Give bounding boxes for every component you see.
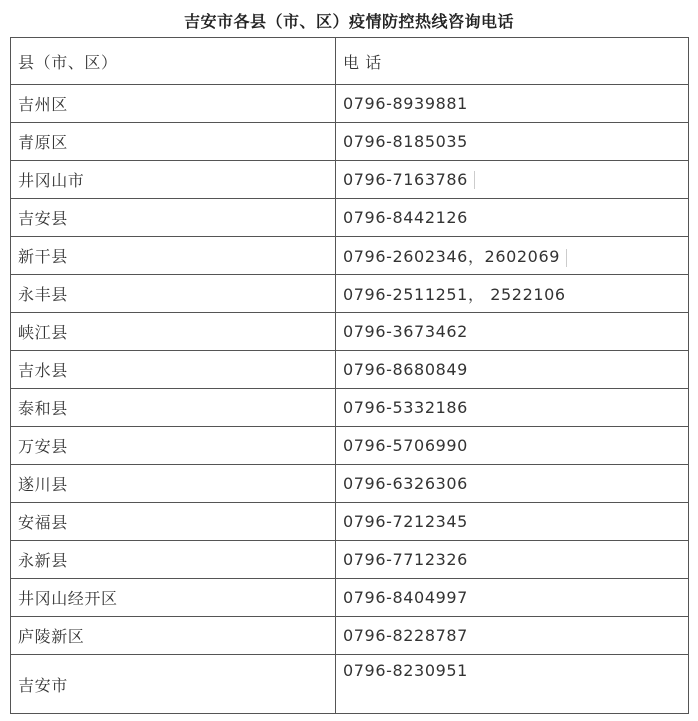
- table-row: [11, 199, 689, 237]
- phone-number: 0796-7163786: [343, 169, 468, 189]
- phone-cell: [336, 275, 689, 313]
- county-cell: 遂川县: [11, 465, 336, 503]
- county-cell: 万安县: [11, 427, 336, 465]
- table-row: [11, 465, 689, 503]
- phone-number: 0796-7212345: [343, 512, 468, 531]
- table-row: [11, 655, 689, 714]
- phone-cell: [336, 389, 689, 427]
- phone-cell: [336, 655, 689, 714]
- county-cell: 安福县: [11, 503, 336, 541]
- phone-number: 0796-2602346，2602069: [343, 247, 561, 266]
- table-header-row: [11, 38, 689, 85]
- county-cell: 泰和县: [11, 389, 336, 427]
- hotline-table: [10, 37, 689, 714]
- page-title: 吉安市各县（市、区）疫情防控热线咨询电话: [183, 12, 514, 31]
- phone-number: 0796-8680849: [343, 360, 468, 379]
- county-cell: 庐陵新区: [11, 617, 336, 655]
- phone-number: 0796-8230951: [343, 661, 468, 680]
- phone-cell: [336, 351, 689, 389]
- table-row: [11, 351, 689, 389]
- hotline-table-body: [11, 38, 689, 714]
- county-cell: 永丰县: [11, 275, 336, 313]
- table-row: [11, 237, 689, 275]
- table-row: [11, 313, 689, 351]
- phone-number: 0796-3673462: [343, 322, 468, 341]
- phone-number: 0796-6326306: [343, 474, 468, 493]
- phone-number: 0796-5706990: [343, 436, 468, 455]
- table-row: [11, 85, 689, 123]
- phone-number: 0796-8228787: [343, 626, 468, 645]
- phone-number: 0796-8939881: [343, 94, 468, 113]
- table-row: [11, 541, 689, 579]
- table-row: [11, 161, 689, 199]
- county-cell: 吉州区: [11, 85, 336, 123]
- phone-cell: [336, 199, 689, 237]
- phone-cell: [336, 85, 689, 123]
- phone-cell: [336, 313, 689, 351]
- table-row: [11, 275, 689, 313]
- county-cell: 吉安县: [11, 199, 336, 237]
- county-cell: 井冈山市: [11, 161, 336, 199]
- text-cursor-mark: [566, 249, 567, 267]
- county-cell: 吉安市: [11, 655, 336, 714]
- county-cell: 新干县: [11, 237, 336, 275]
- county-cell: 井冈山经开区: [11, 579, 336, 617]
- table-row: [11, 389, 689, 427]
- phone-number: 0796-8185035: [343, 132, 468, 151]
- text-cursor-mark: [474, 171, 475, 189]
- county-cell: 吉水县: [11, 351, 336, 389]
- phone-number: 0796-7712326: [343, 550, 468, 569]
- table-row: [11, 503, 689, 541]
- county-cell: 峡江县: [11, 313, 336, 351]
- county-cell: 永新县: [11, 541, 336, 579]
- phone-cell: [336, 465, 689, 503]
- column-header-phone: 电 话: [336, 38, 689, 85]
- phone-cell: [336, 503, 689, 541]
- phone-number: 0796-2511251， 2522106: [343, 285, 566, 304]
- phone-cell: [336, 161, 689, 199]
- table-row: [11, 579, 689, 617]
- column-header-county: 县（市、区）: [11, 38, 336, 85]
- county-cell: 青原区: [11, 123, 336, 161]
- phone-cell: [336, 541, 689, 579]
- phone-cell: [336, 617, 689, 655]
- table-row: [11, 617, 689, 655]
- table-row: [11, 427, 689, 465]
- phone-number: 0796-5332186: [343, 398, 468, 417]
- phone-number: 0796-8442126: [343, 208, 468, 227]
- phone-cell: [336, 123, 689, 161]
- phone-cell: [336, 579, 689, 617]
- phone-cell: [336, 427, 689, 465]
- phone-cell: [336, 237, 689, 275]
- phone-number: 0796-8404997: [343, 588, 468, 607]
- table-row: [11, 123, 689, 161]
